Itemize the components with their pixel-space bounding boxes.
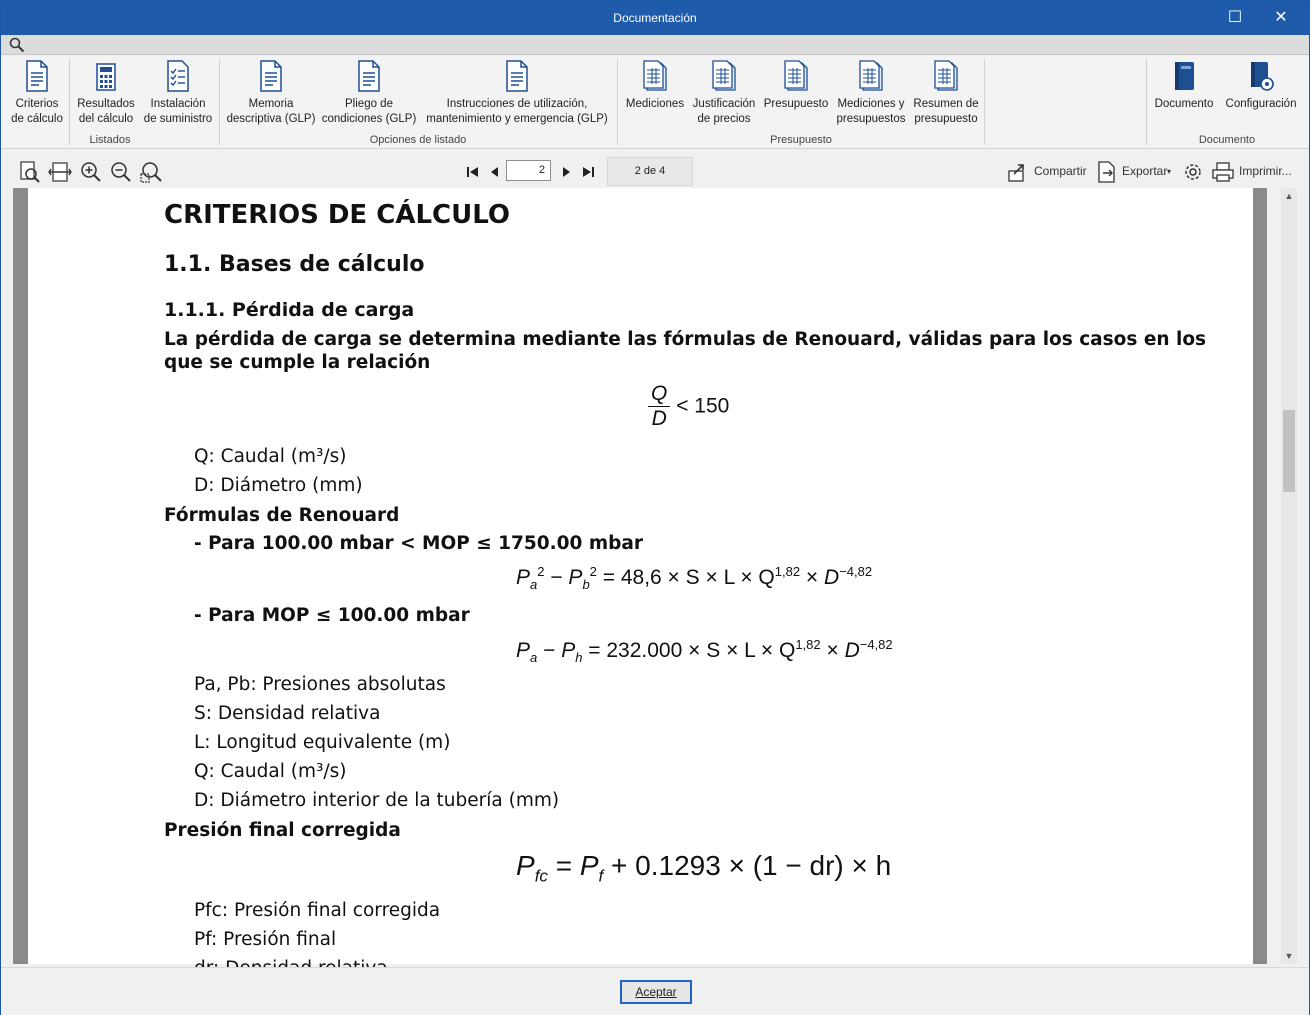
heading-1: CRITERIOS DE CÁLCULO: [164, 200, 510, 230]
intro-paragraph: La pérdida de carga se determina mediante las fórmulas de Renouard, válidas para los casos en los que se cumple la relación: [164, 329, 1207, 373]
maximize-button[interactable]: ☐: [1227, 9, 1243, 26]
scroll-down-icon[interactable]: ▼: [1284, 951, 1294, 961]
ribbon-group-documento: [1147, 56, 1307, 148]
definition-pressures: Pa, Pb: Presiones absolutas: [194, 674, 446, 695]
renouard-formula-2: $P_a - P_h = 232.000 \times S \times L \times Q^{1,82} \times D^{-4,82}$: [516, 637, 893, 666]
zoom-selection-icon[interactable]: [139, 160, 163, 184]
scroll-thumb[interactable]: [1283, 410, 1295, 492]
vertical-scrollbar[interactable]: [1281, 188, 1297, 964]
ratio-formula: $\frac{Q}{D}$ < 150: [648, 382, 729, 431]
spreadsheet-icon: [783, 60, 809, 92]
mediciones-button[interactable]: Mediciones: [622, 58, 688, 112]
search-icon[interactable]: [9, 37, 25, 53]
group-label-presupuesto: Presupuesto: [770, 134, 832, 146]
document-icon: [504, 60, 530, 92]
definition-length: L: Longitud equivalente (m): [194, 732, 451, 753]
document-icon: [356, 60, 382, 92]
next-page-icon[interactable]: [554, 160, 578, 184]
definition-q: Q: Caudal (m³/s): [194, 446, 347, 467]
settings-book-icon: [1248, 60, 1274, 92]
pliego-condiciones-button[interactable]: Pliego de condiciones (GLP): [320, 58, 418, 127]
print-button[interactable]: Imprimir...: [1239, 164, 1292, 178]
document-icon: [24, 60, 50, 92]
document-page: [28, 188, 1253, 964]
page-number-input[interactable]: 2: [506, 160, 551, 181]
case-low-pressure: - Para MOP ≤ 100.00 mbar: [194, 605, 470, 626]
last-page-icon[interactable]: [576, 160, 600, 184]
mediciones-presupuestos-button[interactable]: Mediciones y presupuestos: [832, 58, 910, 127]
definition-density: S: Densidad relativa: [194, 703, 381, 724]
page-count: 2 de 4: [607, 157, 693, 186]
document-icon: [258, 60, 284, 92]
renouard-title: Fórmulas de Renouard: [164, 505, 400, 526]
resumen-presupuesto-button[interactable]: Resumen de presupuesto: [910, 58, 982, 127]
gear-icon[interactable]: [1181, 160, 1205, 184]
presupuesto-button[interactable]: Presupuesto: [760, 58, 832, 112]
window-title: Documentación: [613, 11, 697, 25]
definition-diameter: D: Diámetro interior de la tubería (mm): [194, 790, 560, 811]
definition-pf: Pf: Presión final: [194, 929, 337, 950]
group-label-listados: Listados: [89, 134, 131, 146]
dialog-footer: [1, 967, 1309, 1015]
zoom-page-icon[interactable]: [18, 160, 42, 184]
printer-icon[interactable]: [1211, 160, 1235, 184]
share-button[interactable]: Compartir: [1034, 164, 1087, 178]
resultados-calculo-button[interactable]: Resultados del cálculo: [73, 58, 139, 127]
ribbon-group-listados: [1, 56, 219, 148]
book-icon: [1171, 60, 1197, 92]
ribbon-group-presupuesto: [618, 56, 984, 148]
corrected-pressure-formula: $P_{fc} = P_f + 0.1293 \times (1 - dr) \times h$: [516, 850, 892, 886]
first-page-icon[interactable]: [461, 160, 485, 184]
close-button[interactable]: ✕: [1274, 9, 1288, 26]
group-label-documento: Documento: [1198, 134, 1256, 146]
criterios-calculo-button[interactable]: Criterios de cálculo: [7, 58, 67, 127]
corrected-pressure-title: Presión final corregida: [164, 820, 401, 841]
documento-button[interactable]: Documento: [1151, 58, 1217, 112]
configuracion-button[interactable]: Configuración: [1219, 58, 1303, 112]
memoria-descriptiva-button[interactable]: Memoria descriptiva (GLP): [224, 58, 318, 127]
definition-d: D: Diámetro (mm): [194, 475, 363, 496]
spreadsheet-icon: [933, 60, 959, 92]
definition-pfc: Pfc: Presión final corregida: [194, 900, 441, 921]
accept-button[interactable]: Aceptar: [620, 980, 692, 1004]
case-high-pressure: - Para 100.00 mbar < MOP ≤ 1750.00 mbar: [194, 533, 643, 554]
justificacion-precios-button[interactable]: Justificación de precios: [688, 58, 760, 127]
share-icon[interactable]: [1006, 160, 1030, 184]
title-bar: [1, 1, 1309, 35]
zoom-in-icon[interactable]: [79, 160, 103, 184]
spreadsheet-icon: [711, 60, 737, 92]
calculator-icon: [93, 60, 119, 92]
fit-width-icon[interactable]: [48, 160, 72, 184]
scroll-up-icon[interactable]: ▲: [1284, 191, 1294, 201]
previous-page-icon[interactable]: [483, 160, 507, 184]
group-label-opciones-listado: Opciones de listado: [369, 134, 467, 146]
viewer-toolbar: [1, 154, 1309, 188]
spreadsheet-icon: [642, 60, 668, 92]
export-icon[interactable]: [1094, 160, 1118, 184]
definition-flow: Q: Caudal (m³/s): [194, 761, 347, 782]
ribbon: [1, 56, 1309, 149]
checklist-icon: [165, 60, 191, 92]
zoom-out-icon[interactable]: [109, 160, 133, 184]
search-bar: [1, 35, 1309, 55]
instrucciones-utilizacion-button[interactable]: Instrucciones de utilización, mantenimiento y emergencia (GLP): [420, 58, 614, 127]
ribbon-group-opciones-listado: [220, 56, 616, 148]
document-viewer[interactable]: [13, 188, 1267, 964]
export-button[interactable]: Exportar: [1122, 164, 1168, 178]
heading-3: 1.1.1. Pérdida de carga: [164, 299, 415, 321]
heading-2: 1.1. Bases de cálculo: [164, 252, 425, 277]
export-dropdown-icon[interactable]: ▾: [1167, 167, 1172, 176]
renouard-formula-1: $P_a^2 - P_b^2 = 48,6 \times S \times L \times Q^{1,82} \times D^{-4,82}$: [516, 564, 873, 593]
instalacion-suministro-button[interactable]: Instalación de suministro: [139, 58, 217, 127]
spreadsheet-icon: [858, 60, 884, 92]
